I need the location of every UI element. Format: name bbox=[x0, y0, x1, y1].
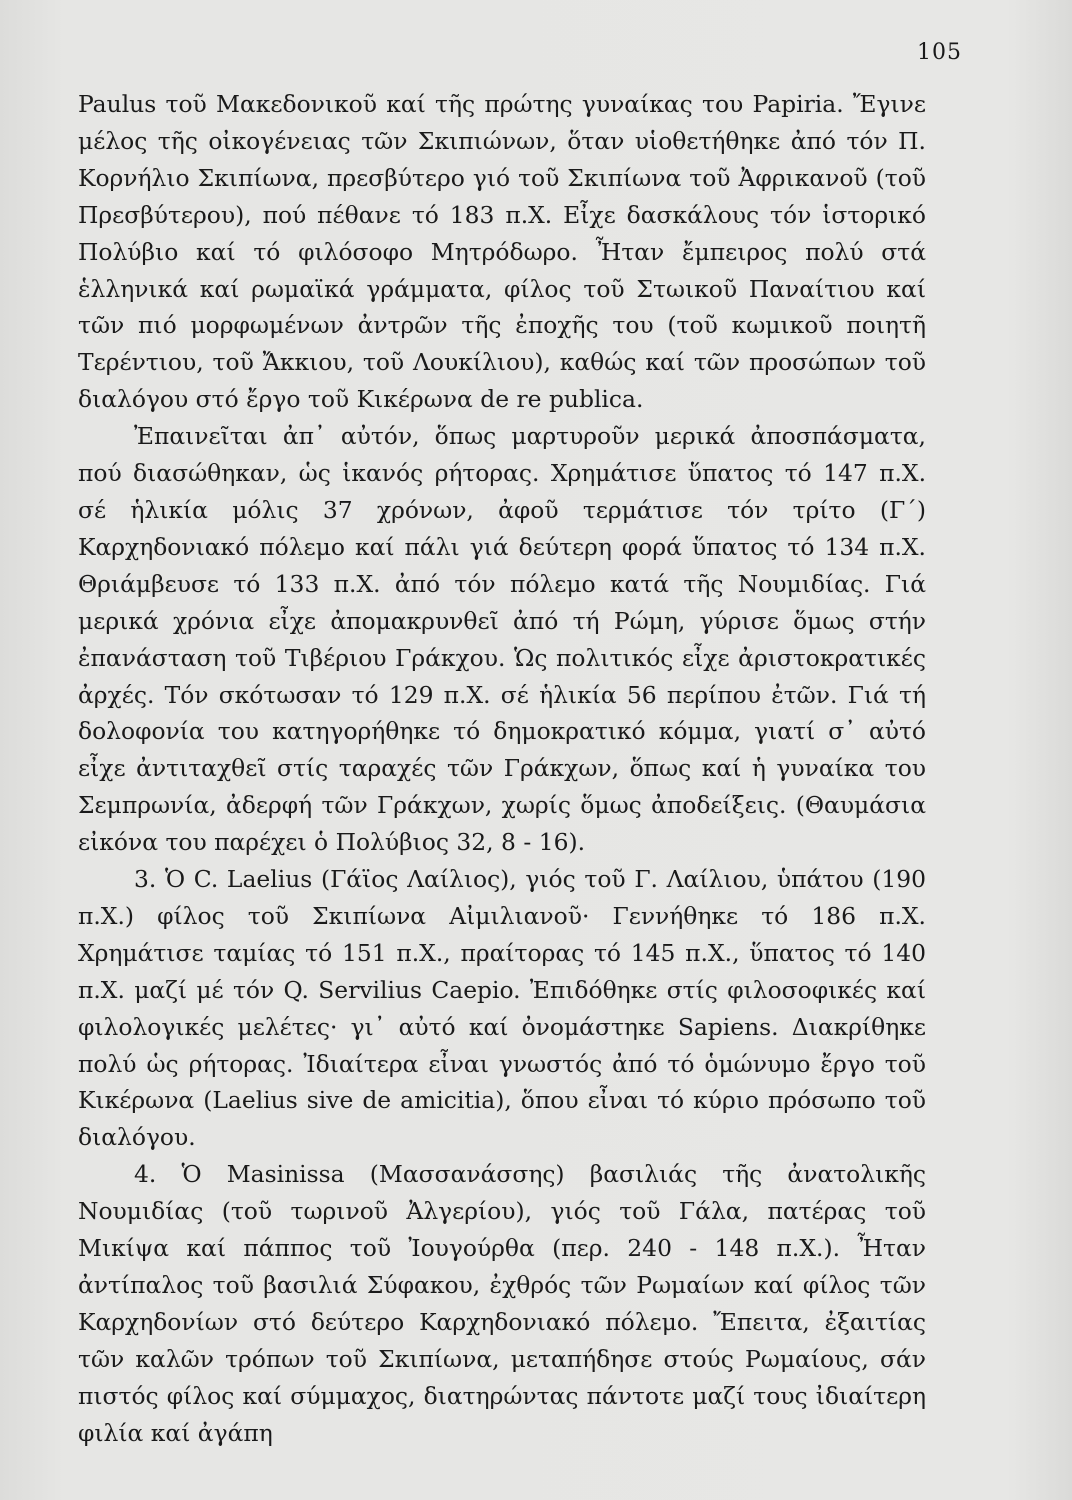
body-text bbox=[78, 86, 926, 1452]
page-number: 105 bbox=[917, 40, 962, 65]
paragraph-scipio-biography: Paulus τοῦ Μακεδονικοῦ καί τῆς πρώτης γυναίκας του Papiria. Ἔγινε μέλος τῆς οἰκογένειας τῶν Σκιπιώνων, ὅταν υἱοθετήθηκε ἀπό τόν Π. Κορνήλιο Σκιπίωνα, πρεσβύτερο γιό τοῦ Σκιπίωνα τοῦ Ἀφρικανοῦ (τοῦ Πρεσβύτερου), πού πέθανε τό 183 π.Χ. Εἶχε δασκάλους τόν ἱστορικό Πολύβιο καί τό φιλόσοφο Μητρόδωρο. Ἦταν ἔμπειρος πολύ στά ἑλληνικά καί ρωμαϊκά γράμματα, φίλος τοῦ Στωικοῦ Παναίτιου καί τῶν πιό μορφωμένων ἀντρῶν τῆς ἐποχῆς του (τοῦ κωμικοῦ ποιητῆ Τερέντιου, τοῦ Ἄκκιου, τοῦ Λουκίλιου), καθώς καί τῶν προσώπων τοῦ διαλόγου στό ἔργο τοῦ Κικέρωνα de re publica. bbox=[78, 90, 926, 414]
paragraph-masinissa: 4. Ὁ Masinissa (Μασσανάσσης) βασιλιάς τῆς ἀνατολικῆς Νουμιδίας (τοῦ τωρινοῦ Ἀλγερίου), γιός τοῦ Γάλα, πατέρας τοῦ Μικίψα καί πάππος τοῦ Ἰουγούρθα (περ. 240 - 148 π.Χ.). Ἦταν ἀντίπαλος τοῦ βασιλιά Σύφακου, ἐχθρός τῶν Ρωμαίων καί φίλος τῶν Καρχηδονίων στό δεύτερο Καρχηδονιακό πόλεμο. Ἔπειτα, ἐξαιτίας τῶν καλῶν τρόπων τοῦ Σκιπίωνα, μεταπήδησε στούς Ρωμαίους, σάν πιστός φίλος καί σύμμαχος, διατηρώντας πάντοτε μαζί τους ἰδιαίτερη φιλία καί ἀγάπη bbox=[78, 1160, 926, 1447]
paragraph-scipio-career: Ἐπαινεῖται ἀπ᾽ αὐτόν, ὅπως μαρτυροῦν μερικά ἀποσπάσματα, πού διασώθηκαν, ὡς ἱκανός ρήτορας. Χρημάτισε ὕπατος τό 147 π.Χ. σέ ἡλικία μόλις 37 χρόνων, ἀφοῦ τερμάτισε τόν τρίτο (Γ΄) Καρχηδονιακό πόλεμο καί πάλι γιά δεύτερη φορά ὕπατος τό 134 π.Χ. Θριάμβευσε τό 133 π.Χ. ἀπό τόν πόλεμο κατά τῆς Νουμιδίας. Γιά μερικά χρόνια εἶχε ἀπομακρυνθεῖ ἀπό τή Ρώμη, γύρισε ὅμως στήν ἐπανάσταση τοῦ Τιβέριου Γράκχου. Ὡς πολιτικός εἶχε ἀριστοκρατικές ἀρχές. Τόν σκότωσαν τό 129 π.Χ. σέ ἡλικία 56 περίπου ἐτῶν. Γιά τή δολοφονία του κατηγορήθηκε τό δημοκρατικό κόμμα, γιατί σ᾽ αὐτό εἶχε ἀντιταχθεῖ στίς ταραχές τῶν Γράκχων, ὅπως καί ἡ γυναίκα του Σεμπρωνία, ἀδερφή τῶν Γράκχων, χωρίς ὅμως ἀποδείξεις. (Θαυμάσια εἰκόνα του παρέχει ὁ Πολύβιος 32, 8 - 16). bbox=[78, 422, 926, 857]
paragraph-laelius: 3. Ὁ C. Laelius (Γάϊος Λαίλιος), γιός τοῦ Γ. Λαίλιου, ὑπάτου (190 π.Χ.) φίλος τοῦ Σκιπίωνα Αἰμιλιανοῦ· Γεννήθηκε τό 186 π.Χ. Χρημάτισε ταμίας τό 151 π.Χ., πραίτορας τό 145 π.Χ., ὕπατος τό 140 π.Χ. μαζί μέ τόν Q. Servilius Caepio. Ἐπιδόθηκε στίς φιλοσοφικές καί φιλολογικές μελέτες· γι᾽ αὐτό καί ὀνομάστηκε Sapiens. Διακρίθηκε πολύ ὡς ρήτορας. Ἰδιαίτερα εἶναι γνωστός ἀπό τό ὁμώνυμο ἔργο τοῦ Κικέρωνα (Laelius sive de amicitia), ὅπου εἶναι τό κύριο πρόσωπο τοῦ διαλόγου. bbox=[78, 865, 926, 1152]
